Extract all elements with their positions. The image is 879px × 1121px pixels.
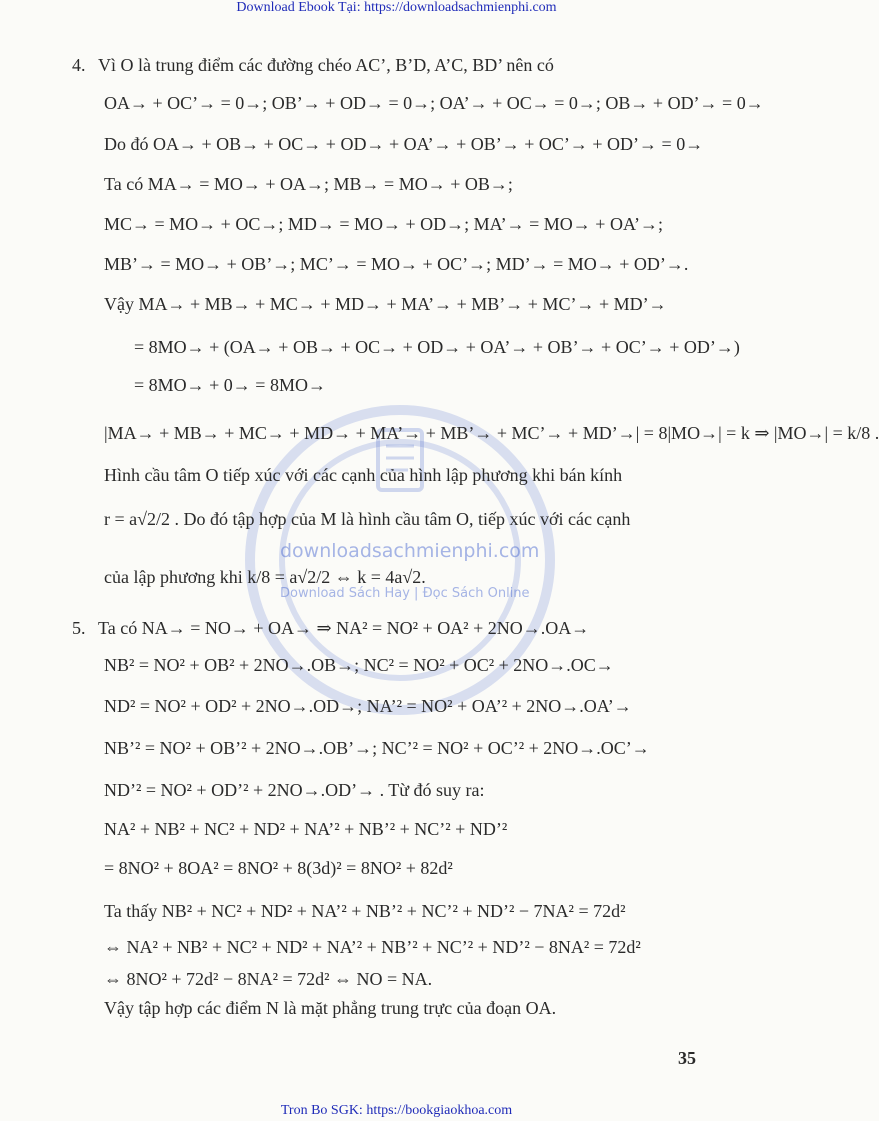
problem-4-line-0: 4. Vì O là trung điểm các đường chéo AC’, B’D, A’C, BD’ nên có xyxy=(72,55,554,75)
problem-5-line-9: ⇔ 8NO² + 72d² − 8NA² = 72d² ⇔ NO = NA. xyxy=(104,969,433,989)
problem-4-line-3: Ta có MA→ = MO→ + OA→; MB→ = MO→ + OB→; xyxy=(104,174,513,194)
problem-4-line-6: Vậy MA→ + MB→ + MC→ + MD→ + MA’→ + MB’→ + MC’→ + MD’→ xyxy=(104,294,667,314)
problem-4-line-9: |MA→ + MB→ + MC→ + MD→ + MA’→ + MB’→ + MC’→ + MD’→| = 8|MO→| = k ⇒ |MO→| = k/8 . xyxy=(104,423,879,443)
problem-4-line-1: OA→ + OC’→ = 0→; OB’→ + OD→ = 0→; OA’→ + OC→ = 0→; OB→ + OD’→ = 0→ xyxy=(104,93,764,113)
problem-4-line-8: = 8MO→ + 0→ = 8MO→ xyxy=(134,375,326,395)
watermark-site: downloadsachmienphi.com xyxy=(280,540,540,562)
problem-5-line-8: ⇔ NA² + NB² + NC² + ND² + NA’² + NB’² + NC’² + ND’² − 8NA² = 72d² xyxy=(104,937,641,957)
problem-4-number: 4. xyxy=(72,55,86,75)
problem-5-line-0: 5. Ta có NA→ = NO→ + OA→ ⇒ NA² = NO² + OA² + 2NO→.OA→ xyxy=(72,618,590,638)
problem-5-line-5: NA² + NB² + NC² + ND² + NA’² + NB’² + NC’² + ND’² xyxy=(104,819,508,839)
problem-4-line-5: MB’→ = MO→ + OB’→; MC’→ = MO→ + OC’→; MD’→ = MO→ + OD’→. xyxy=(104,254,689,274)
page-number: 35 xyxy=(678,1048,696,1068)
footer-link[interactable]: Tron Bo SGK: https://bookgiaokhoa.com xyxy=(280,1103,513,1118)
problem-4-line-10: Hình cầu tâm O tiếp xúc với các cạnh của hình lập phương khi bán kính xyxy=(104,465,623,485)
problem-5-line-10: Vậy tập hợp các điểm N là mặt phẳng trung trực của đoạn OA. xyxy=(104,998,557,1018)
header-download-link[interactable]: Download Ebook Tại: https://downloadsachmienphi.com xyxy=(236,0,557,15)
problem-4-line-7: = 8MO→ + (OA→ + OB→ + OC→ + OD→ + OA’→ + OB’→ + OC’→ + OD’→) xyxy=(134,337,740,357)
problem-5-line-2: ND² = NO² + OD² + 2NO→.OD→; NA’² = NO² + OA’² + 2NO→.OA’→ xyxy=(104,696,632,716)
problem-4-line-11: r = a√2/2 . Do đó tập hợp của M là hình cầu tâm O, tiếp xúc với các cạnh xyxy=(104,509,631,529)
problem-5-line-6: = 8NO² + 8OA² = 8NO² + 8(3d)² = 8NO² + 82d² xyxy=(104,858,453,878)
problem-5-line-7: Ta thấy NB² + NC² + ND² + NA’² + NB’² + NC’² + ND’² − 7NA² = 72d² xyxy=(104,901,626,921)
problem-5-number: 5. xyxy=(72,618,86,638)
problem-5-line-1: NB² = NO² + OB² + 2NO→.OB→; NC² = NO² + OC² + 2NO→.OC→ xyxy=(104,655,614,675)
problem-4-line-2: Do đó OA→ + OB→ + OC→ + OD→ + OA’→ + OB’→ + OC’→ + OD’→ = 0→ xyxy=(104,134,704,154)
problem-5-line-3: NB’² = NO² + OB’² + 2NO→.OB’→; NC’² = NO² + OC’² + 2NO→.OC’→ xyxy=(104,738,650,758)
watermark-tagline: Download Sách Hay | Đọc Sách Online xyxy=(280,586,530,601)
problem-5-line-4: ND’² = NO² + OD’² + 2NO→.OD’→ . Từ đó suy ra: xyxy=(104,780,485,800)
problem-4-line-12: của lập phương khi k/8 = a√2/2 ⇔ k = 4a√2. xyxy=(104,567,426,587)
problem-4-line-4: MC→ = MO→ + OC→; MD→ = MO→ + OD→; MA’→ = MO→ + OA’→; xyxy=(104,214,663,234)
